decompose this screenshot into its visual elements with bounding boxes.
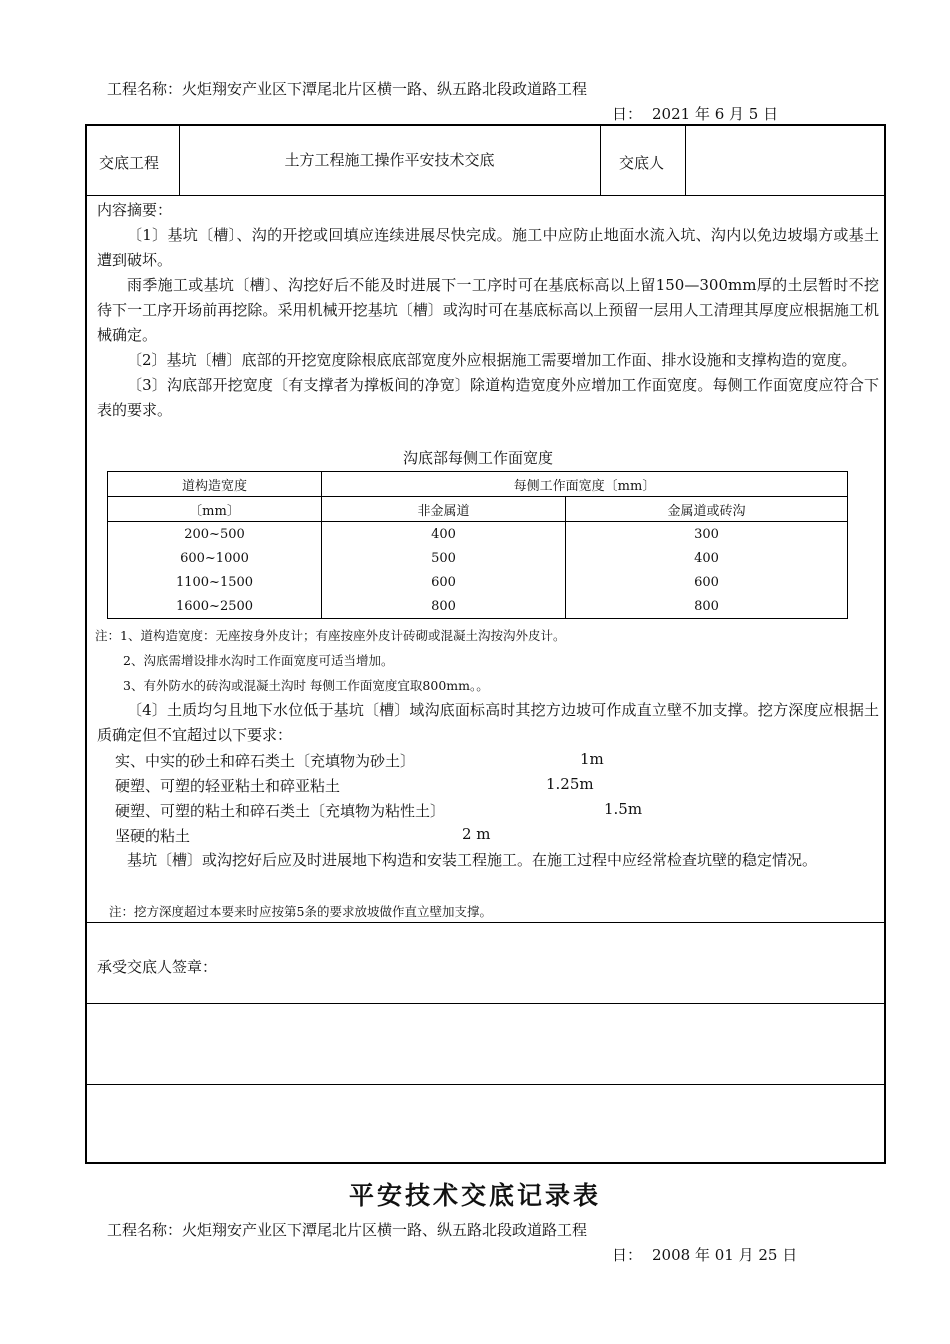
col-divider-3 [685, 126, 686, 195]
work-width-table [107, 471, 848, 619]
col-divider-2 [600, 126, 601, 195]
table-caption: 沟底部每侧工作面宽度 [402, 449, 553, 467]
date-label: 日： [612, 105, 643, 123]
table-cell: 300 [566, 522, 848, 547]
note-2: 2、沟底需增设排水沟时工作面宽度可适当增加。 [123, 653, 394, 668]
requirement-1-depth: 1m [580, 750, 604, 768]
signature-label: 承受交底人签章： [97, 958, 218, 976]
table-cell: 1600~2500 [108, 594, 322, 619]
paragraph-3: 〔2〕基坑〔槽〕底部的开挖宽度除根底底部宽度外应根据施工需要增加工作面、排水设施和支撑构造的宽度。 [127, 351, 857, 369]
paragraph-5: 〔4〕土质均匀且地下水位低于基坑〔槽〕域沟底面标高时其挖方边坡可作成直立壁不加支撑。挖方深度应根据土质确定但不宜超过以下要求： [97, 701, 879, 744]
closing-paragraph: 基坑〔槽〕或沟挖好后应及时进展地下构造和安装工程施工。在施工过程中应经常检查坑壁的稳定情况。 [127, 851, 818, 869]
requirement-3-depth: 1.5m [604, 800, 643, 818]
summary-label: 内容摘要： [97, 201, 173, 219]
table-cell: 500 [322, 546, 566, 570]
content-summary [97, 198, 879, 423]
signature-row-top [87, 922, 884, 923]
project-label: 交底工程 [99, 154, 160, 172]
next-date-label: 日： [612, 1246, 643, 1264]
project-title: 土方工程施工操作平安技术交底 [284, 151, 495, 169]
requirement-1-soil: 实、中实的砂土和碎石类土〔充填物为砂土〕 [115, 752, 416, 770]
paragraph-4: 〔3〕沟底部开挖宽度〔有支撑者为撑板间的净宽〕除道构造宽度外应增加工作面宽度。每侧工作面宽度应符合下表的要求。 [97, 376, 879, 419]
date-value: 2021 年 6 月 5 日 [652, 105, 779, 123]
note-3: 3、有外防水的砖沟或混凝土沟时 每侧工作面宽度宜取800mm。。 [123, 678, 489, 693]
table-cell: 400 [322, 522, 566, 547]
note-1: 注：1、道构造宽度：无座按身外皮计；有座按座外皮计砖砌或混凝土沟按沟外皮计。 [95, 628, 566, 643]
requirement-2-depth: 1.25m [546, 775, 594, 793]
requirement-2-soil: 硬塑、可塑的轻亚粘土和碎亚粘土 [115, 777, 341, 795]
requirement-4-soil: 坚硬的粘土 [115, 827, 191, 845]
next-project-name: 工程名称：火炬翔安产业区下潭尾北片区横一路、纵五路北段政道路工程 [107, 1221, 588, 1239]
table-cell: 600 [566, 570, 848, 594]
paragraph-2: 雨季施工或基坑〔槽〕、沟挖好后不能及时进展下一工序时可在基底标高以上留150—300mm厚的土层暂时不挖待下一工序开场前再挖除。采用机械开挖基坑〔槽〕或沟时可在基底标高以上预留一层用人工清理其厚度应根据施工机械确定。 [97, 276, 879, 344]
table-cell: 400 [566, 546, 848, 570]
blank-row-2-top [87, 1084, 884, 1085]
next-date-value: 2008 年 01 月 25 日 [652, 1246, 798, 1264]
group-header: 每侧工作面宽度〔mm〕 [322, 472, 848, 497]
table-cell: 600 [322, 570, 566, 594]
requirement-4-depth: 2 m [462, 825, 491, 843]
table-cell: 800 [322, 594, 566, 619]
disclosure-form [85, 124, 886, 1164]
sub-header-metal: 金属道或砖沟 [566, 497, 848, 522]
paragraph-1: 〔1〕基坑〔槽〕、沟的开挖或回填应连续进展尽快完成。施工中应防止地面水流入坑、沟内以免边坡塌方或基土遭到破坏。 [97, 226, 879, 269]
paragraph-5-block [97, 698, 879, 748]
table-cell: 600~1000 [108, 546, 322, 570]
col1-header: 道构造宽度 [108, 472, 322, 497]
table-cell: 1100~1500 [108, 570, 322, 594]
blank-row-1-top [87, 1003, 884, 1004]
next-page-title: 平安技术交底记录表 [348, 1181, 601, 1210]
final-note: 注：挖方深度超过本要来时应按第5条的要求放坡做作直立壁加支撑。 [109, 904, 492, 919]
project-name: 工程名称：火炬翔安产业区下潭尾北片区横一路、纵五路北段政道路工程 [107, 80, 588, 98]
closing-block [97, 848, 879, 873]
sub-header-nonmetal: 非金属道 [322, 497, 566, 522]
table-cell: 800 [566, 594, 848, 619]
col1-unit: 〔mm〕 [108, 497, 322, 522]
requirement-3-soil: 硬塑、可塑的粘土和碎石类土〔充填物为粘性土〕 [115, 802, 446, 820]
header-row-divider [87, 195, 884, 196]
person-label: 交底人 [619, 154, 665, 172]
table-cell: 200~500 [108, 522, 322, 547]
